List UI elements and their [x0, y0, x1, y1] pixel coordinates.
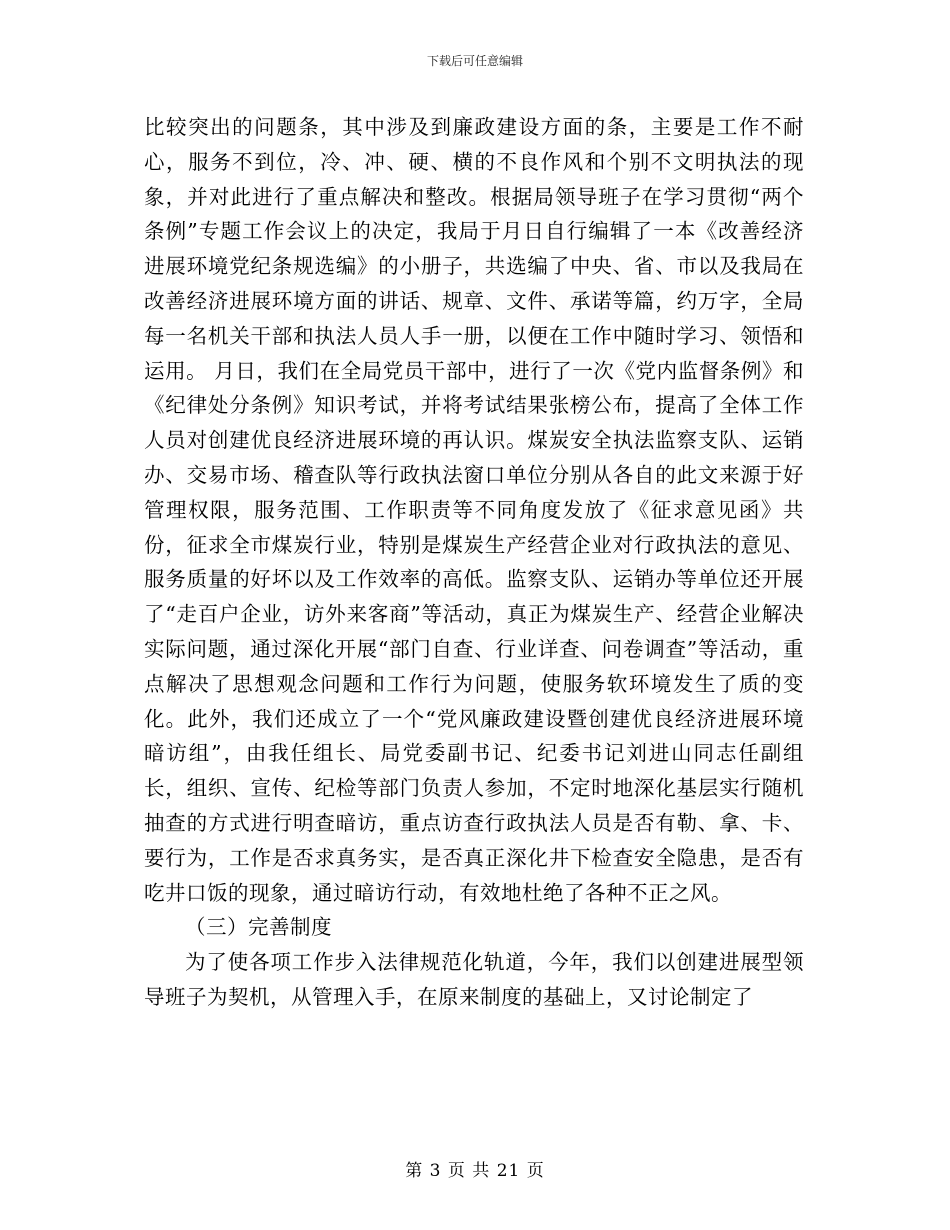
page-header: 下载后可任意编辑: [426, 54, 523, 68]
page-footer: 第 3 页 共 21 页: [405, 1161, 545, 1181]
section-heading: （三）完善制度: [185, 915, 332, 940]
body-paragraph-1: 比较突出的问题条，其中涉及到廉政建设方面的条，主要是工作不耐心，服务不到位，冷、冲、硬、横的不良作风和个别不文明执法的现象，并对此进行了重点解决和整改。根据局领导班子在学习贯彻“两个条例”专题工作会议上的决定，我局于月日自行编辑了一本《改善经济进展环境党纪条规选编》的小册子，共选编了中央、省、市以及我局在改善经济进展环境方面的讲话、规章、文件、承诺等篇，约万字，全局每一名机关干部和执法人员人手一册，以便在工作中随时学习、领悟和运用。 月日，我们在全局党员干部中，进行了一次《党内监督条例》和《纪律处分条例》知识考试，并将考试结果张榜公布，提高了全体工作人员对创建优良经济进展环境的再认识。煤炭安全执法监察支队、运销办、交易市场、稽查队等行政执法窗口单位分别从各自的此文来源于好管理权限，服务范围、工作职责等不同角度发放了《征求意见函》共份，征求全市煤炭行业，特别是煤炭生产经营企业对行政执法的意见、服务质量的好坏以及工作效率的高低。监察支队、运销办等单位还开展了“走百户企业，访外来客商”等活动，真正为煤炭生产、经营企业解决实际问题，通过深化开展“部门自查、行业详查、问卷调查”等活动，重点解决了思想观念问题和工作行为问题，使服务软环境发生了质的变化。此外，我们还成立了一个“党风廉政建设暨创建优良经济进展环境暗访组”，由我任组长、局党委副书记、纪委书记刘进山同志任副组长，组织、宣传、纪检等部门负责人参加，不定时地深化基层实行随机抽查的方式进行明查暗访，重点访查行政执法人员是否有勒、拿、卡、要行为，工作是否求真务实，是否真正深化井下检查安全隐患，是否有吃井口饭的现象，通过暗访行动，有效地杜绝了各种不正之风。: [144, 115, 804, 905]
document-body: [144, 110, 804, 1015]
body-paragraph-2: 为了使各项工作步入法律规范化轨道，今年，我们以创建进展型领导班子为契机，从管理入手，在原来制度的基础上，又讨论制定了: [144, 950, 804, 1009]
